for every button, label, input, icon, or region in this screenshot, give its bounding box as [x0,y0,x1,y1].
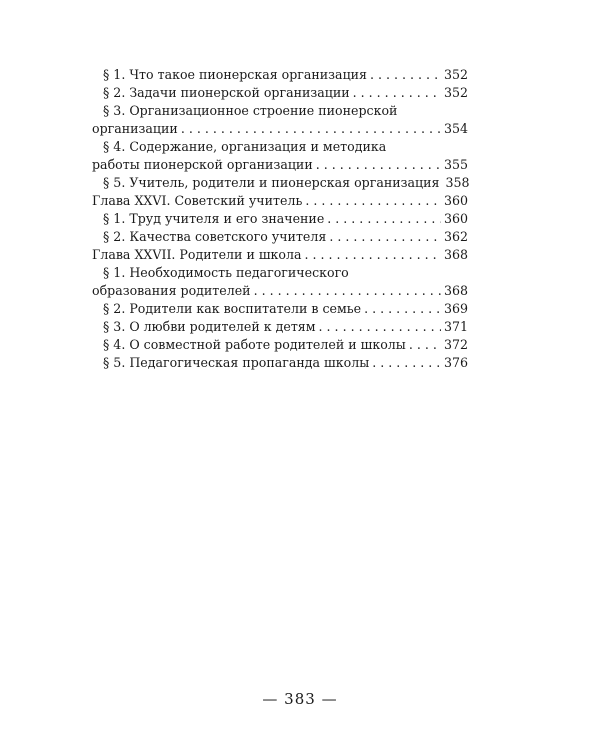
table-of-contents [92,66,468,372]
toc-entry-title: § 5. Учитель, родители и пионерская организация [103,175,440,190]
toc-entry [92,102,468,138]
toc-entry-title: § 1. Что такое пионерская организация [103,67,368,82]
toc-entry-title: § 2. Качества советского учителя [103,229,327,244]
toc-entry-page: 360 [443,193,468,208]
toc-entry [92,228,468,246]
toc-entry-title: § 5. Педагогическая пропаганда школы [103,355,370,370]
toc-entry [92,84,468,102]
toc-entry [92,318,468,336]
toc-entry-page: 368 [443,247,468,262]
dot-leader [181,120,441,138]
dot-leader [319,318,441,336]
toc-entry-page: 358 [445,175,470,190]
toc-entry-title: § 4. Содержание, организация и методика [103,139,387,154]
toc-entry-page: 372 [443,337,468,352]
toc-entry-title: § 3. Организационное строение пионерской [103,103,398,118]
toc-entry-title: § 3. О любви родителей к детям [103,319,316,334]
toc-entry-title: § 2. Задачи пионерской организации [103,85,350,100]
toc-entry [92,354,468,372]
toc-entry-title: § 4. О совместной работе родителей и школы [103,337,406,352]
toc-entry-page: 354 [443,121,468,136]
toc-entry [92,66,468,84]
toc-entry-page: 371 [443,319,468,334]
toc-entry-page: 368 [443,283,468,298]
toc-entry-page: 360 [443,211,468,226]
toc-entry-title-cont: организации [92,121,178,136]
toc-entry-page: 352 [443,67,468,82]
toc-entry [92,174,468,192]
dot-leader [327,210,441,228]
toc-entry-page: 352 [443,85,468,100]
dot-leader [353,84,441,102]
dot-leader [370,66,441,84]
dot-leader [254,282,441,300]
dot-leader [329,228,441,246]
toc-entry-page: 369 [443,301,468,316]
toc-entry [92,264,468,300]
toc-chapter-title: Глава XXVII. Родители и школа [92,247,302,262]
toc-entry [92,210,468,228]
toc-entry [92,138,468,174]
toc-chapter [92,246,468,264]
toc-entry-title: § 2. Родители как воспитатели в семье [103,301,362,316]
toc-entry [92,300,468,318]
toc-entry-title-cont: образования родителей [92,283,251,298]
dot-leader [372,354,441,372]
toc-entry-title-cont: работы пионерской организации [92,157,313,172]
dot-leader [316,156,441,174]
toc-entry-page: 355 [443,157,468,172]
toc-entry [92,336,468,354]
dot-leader [409,336,441,354]
dot-leader [305,192,441,210]
dot-leader [364,300,441,318]
toc-entry-page: 376 [443,355,468,370]
page-number: — 383 — [262,690,338,708]
toc-entry-title: § 1. Труд учителя и его значение [103,211,325,226]
dot-leader [305,246,441,264]
toc-entry-page: 362 [443,229,468,244]
toc-chapter-title: Глава XXVI. Советский учитель [92,193,303,208]
toc-chapter [92,192,468,210]
toc-entry-title: § 1. Необходимость педагогического [103,265,349,280]
